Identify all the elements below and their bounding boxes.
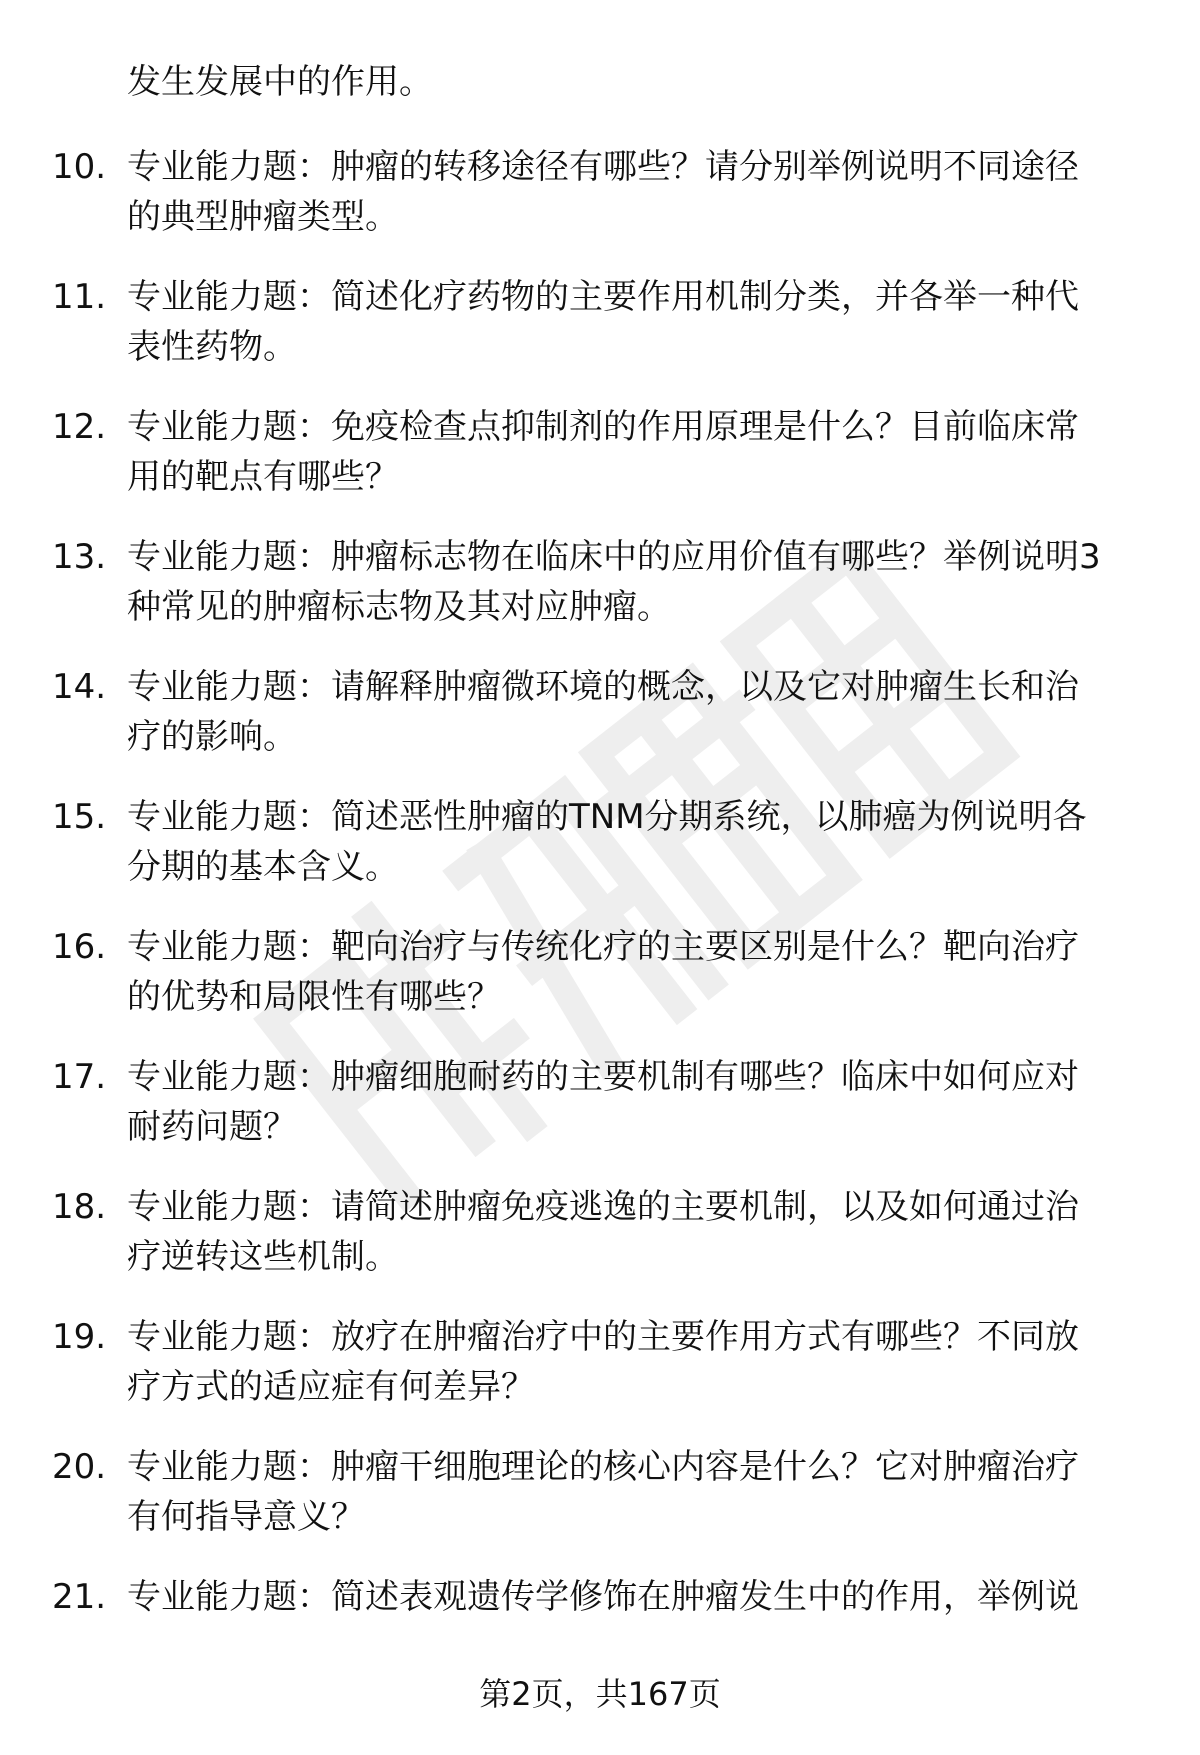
question-list [0,143,1200,1703]
question-number: 14. [52,667,107,707]
question-text-line: 耐药问题？ [127,1107,297,1147]
list-item [0,273,1200,403]
question-text-line: 专业能力题：免疫检查点抑制剂的作用原理是什么？目前临床常 [127,407,1079,447]
question-text-line: 专业能力题：请解释肿瘤微环境的概念，以及它对肿瘤生长和治 [127,667,1079,707]
list-item [0,143,1200,273]
question-number: 12. [52,407,107,447]
question-text-line: 专业能力题：放疗在肿瘤治疗中的主要作用方式有哪些？不同放 [127,1317,1079,1357]
list-item [0,793,1200,923]
question-text-line: 的典型肿瘤类型。 [127,197,399,237]
question-text-line: 专业能力题：简述恶性肿瘤的TNM分期系统，以肺癌为例说明各 [127,797,1087,837]
list-item [0,923,1200,1053]
question-text-line: 用的靶点有哪些？ [127,457,399,497]
list-item [0,403,1200,533]
question-number: 10. [52,147,107,187]
question-text-line: 专业能力题：请简述肿瘤免疫逃逸的主要机制，以及如何通过治 [127,1187,1079,1227]
question-text-line: 专业能力题：靶向治疗与传统化疗的主要区别是什么？靶向治疗 [127,927,1079,967]
question-text-line: 疗逆转这些机制。 [127,1237,399,1277]
question-text-line: 专业能力题：肿瘤的转移途径有哪些？请分别举例说明不同途径 [127,147,1079,187]
question-text-line: 专业能力题：简述化疗药物的主要作用机制分类，并各举一种代 [127,277,1079,317]
question-text-line: 的优势和局限性有哪些？ [127,977,501,1017]
question-text-line: 专业能力题：肿瘤标志物在临床中的应用价值有哪些？举例说明3 [127,537,1101,577]
list-item [0,1443,1200,1573]
question-text-line: 专业能力题：简述表观遗传学修饰在肿瘤发生中的作用，举例说 [127,1577,1079,1617]
continuation-text: 发生发展中的作用。 [127,62,433,102]
question-text-line: 有何指导意义？ [127,1497,365,1537]
question-number: 15. [52,797,107,837]
list-item [0,1313,1200,1443]
question-number: 19. [52,1317,107,1357]
list-item [0,1183,1200,1313]
question-text-line: 专业能力题：肿瘤细胞耐药的主要机制有哪些？临床中如何应对 [127,1057,1079,1097]
question-text-line: 种常见的肿瘤标志物及其对应肿瘤。 [127,587,671,627]
question-number: 17. [52,1057,107,1097]
question-text-line: 专业能力题：肿瘤干细胞理论的核心内容是什么？它对肿瘤治疗 [127,1447,1079,1487]
question-text-line: 表性药物。 [127,327,297,367]
question-number: 13. [52,537,107,577]
list-item [0,1053,1200,1183]
question-text-line: 疗的影响。 [127,717,297,757]
list-item [0,533,1200,663]
question-number: 20. [52,1447,107,1487]
question-number: 11. [52,277,107,317]
page-footer: 第2页，共167页 [479,1675,721,1713]
question-text-line: 疗方式的适应症有何差异？ [127,1367,535,1407]
question-number: 21. [52,1577,107,1617]
question-number: 16. [52,927,107,967]
question-number: 18. [52,1187,107,1227]
question-text-line: 分期的基本含义。 [127,847,399,887]
list-item [0,663,1200,793]
